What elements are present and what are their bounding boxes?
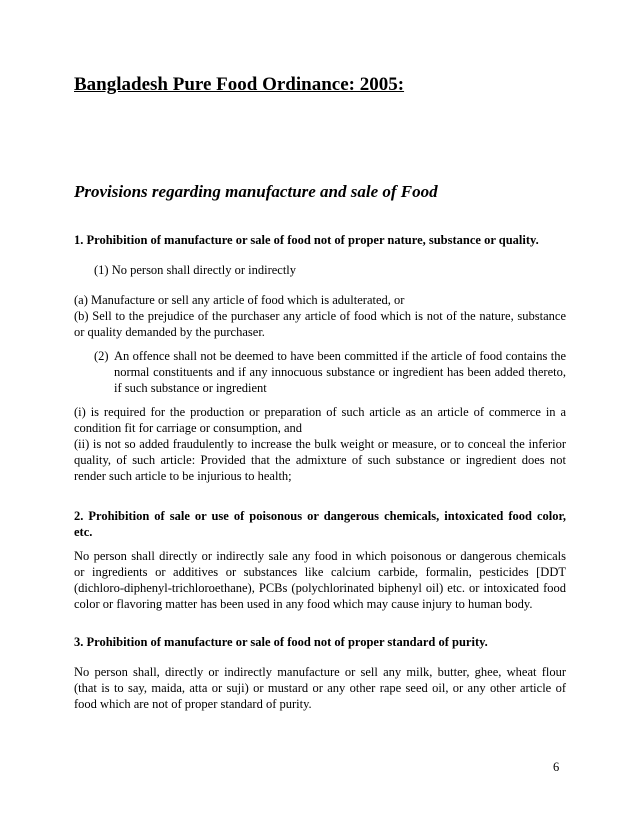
- section-3-line-3: food which are not of proper standard of purity.: [74, 697, 312, 711]
- page-number: 6: [553, 760, 560, 774]
- item-1-text: (1) No person shall directly or indirectly: [94, 263, 297, 277]
- section-2-line-2: or ingredients or additives or substances like calcium carbide, formalin, pesticides [DDT: [74, 565, 566, 579]
- section-subtitle: Provisions regarding manufacture and sale of Food: [74, 182, 438, 201]
- section-3-line-1: No person shall, directly or indirectly manufacture or sell any milk, butter, ghee, wheat flour: [74, 665, 566, 679]
- item-2-line-2: normal constituents and if any innocuous substance or ingredient has been added thereto,: [114, 365, 566, 379]
- section-3-heading: [74, 634, 566, 650]
- item-2-line-1: An offence shall not be deemed to have been committed if the article of food contains the: [114, 349, 566, 363]
- section-3-line-2: (that is to say, maida, atta or suji) or mustard or any other rape seed oil, or any other article of: [74, 681, 566, 695]
- section-2-line-3: (dichloro-diphenyl-trichloroethane), PCBs (polychlorinated biphenyl oil) etc. or intoxicated food: [74, 581, 566, 595]
- item-2-number: (2): [94, 349, 109, 363]
- clause-i-line-2: condition fit for carriage or consumption, and: [74, 421, 303, 435]
- section-1-clauses-i-ii: [74, 404, 566, 484]
- section-3-body: [74, 664, 566, 712]
- section-2-heading: [74, 508, 566, 540]
- section-1-heading: [74, 232, 566, 248]
- clause-i-line-1: (i) is required for the production or preparation of such article as an article of commerce in a: [74, 405, 566, 419]
- section-1-clauses-ab: [74, 292, 566, 340]
- section-2-body: [74, 548, 566, 612]
- section-1-heading-text: 1. Prohibition of manufacture or sale of food not of proper nature, substance or quality.: [74, 233, 539, 247]
- section-2-heading-line-1: 2. Prohibition of sale or use of poisonous or dangerous chemicals, intoxicated food color,: [74, 509, 566, 523]
- section-1-item-2: [94, 348, 566, 396]
- clause-b-line-2: or quality demanded by the purchaser.: [74, 325, 265, 339]
- item-2-line-3: if such substance or ingredient: [114, 381, 267, 395]
- section-2-line-4: color or flavoring matter has been used in any food which may cause injury to human body.: [74, 597, 533, 611]
- section-2-heading-line-2: etc.: [74, 525, 93, 539]
- page-title: Bangladesh Pure Food Ordinance: 2005:: [74, 74, 405, 95]
- clause-b-line-1: (b) Sell to the prejudice of the purchaser any article of food which is not of the nature, substance: [74, 309, 566, 323]
- clause-ii-line-3: render such article to be injurious to health;: [74, 469, 292, 483]
- clause-a: (a) Manufacture or sell any article of food which is adulterated, or: [74, 293, 405, 307]
- section-1-item-1: [94, 262, 566, 278]
- section-2-line-1: No person shall directly or indirectly sale any food in which poisonous or dangerous chemicals: [74, 549, 566, 563]
- clause-ii-line-2: quality, of such article: Provided that the admixture of such substance or ingredient does not: [74, 453, 566, 467]
- clause-ii-line-1: (ii) is not so added fraudulently to increase the bulk weight or measure, or to conceal the inferior: [74, 437, 566, 451]
- section-3-heading-text: 3. Prohibition of manufacture or sale of food not of proper standard of purity.: [74, 635, 488, 649]
